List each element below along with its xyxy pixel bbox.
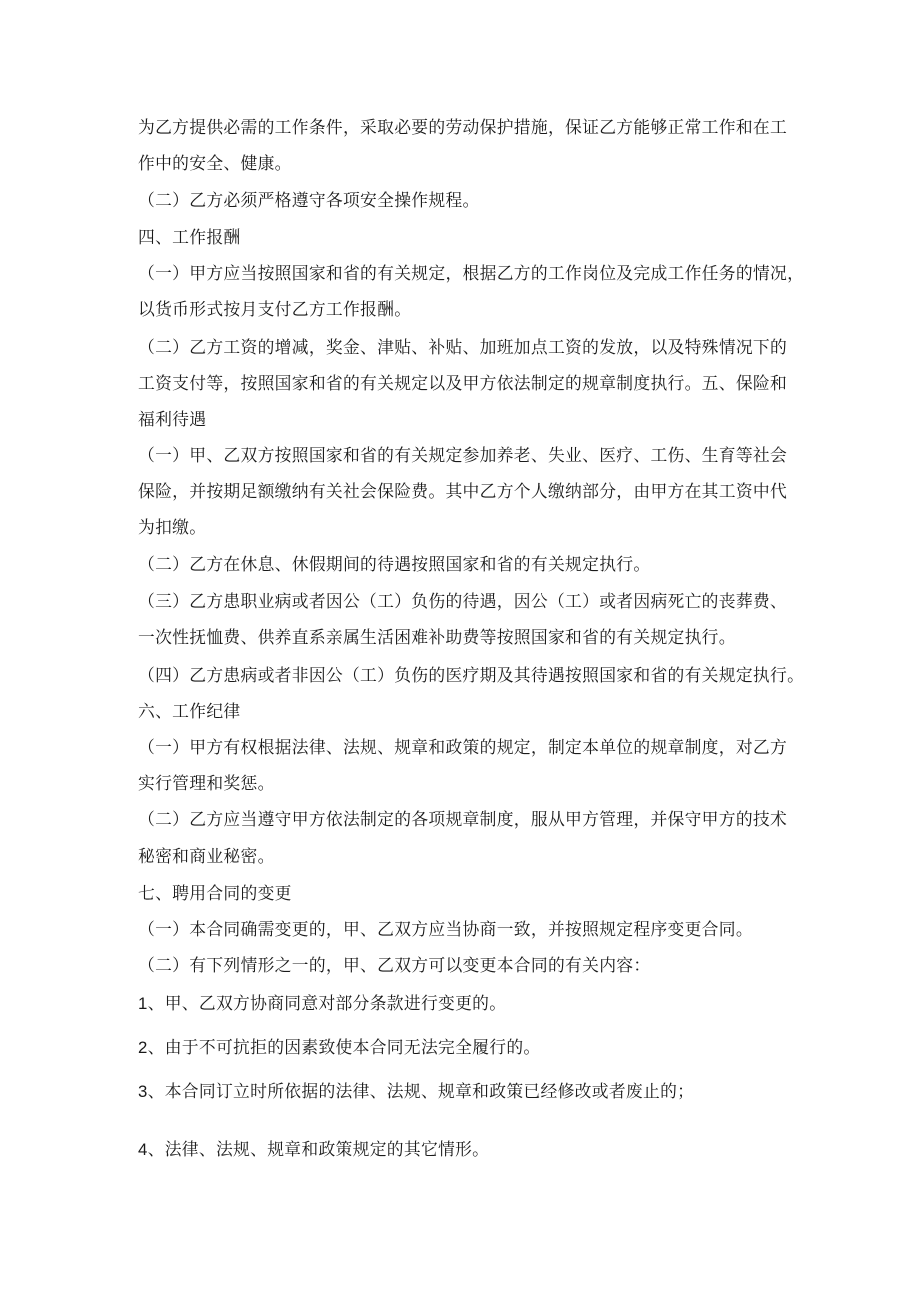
- list-item-number: 4: [138, 1140, 148, 1159]
- text-line: （二）乙方应当遵守甲方依法制定的各项规章制度，服从甲方管理，并保守甲方的技术: [138, 809, 788, 829]
- list-item: [138, 1080, 694, 1103]
- text-line: （三）乙方患职业病或者因公（工）负伤的待遇，因公（工）或者因病死亡的丧葬费、: [138, 591, 788, 611]
- list-item-text: 、法律、法规、规章和政策规定的其它情形。: [147, 1139, 490, 1159]
- text-line: （二）乙方在休息、休假期间的待遇按照国家和省的有关规定执行。: [138, 554, 651, 574]
- list-item: [138, 1138, 489, 1161]
- list-item: [138, 992, 506, 1015]
- text-line: （一）甲方应当按照国家和省的有关规定，根据乙方的工作岗位及完成工作任务的情况，: [138, 263, 805, 283]
- text-line: （一）本合同确需变更的，甲、乙双方应当协商一致，并按照规定程序变更合同。: [138, 919, 753, 939]
- text-line: 保险，并按期足额缴纳有关社会保险费。其中乙方个人缴纳部分，由甲方在其工资中代: [138, 481, 788, 501]
- text-line: 为扣缴。: [138, 517, 207, 537]
- text-line: 一次性抚恤费、供养直系亲属生活困难补助费等按照国家和省的有关规定执行。: [138, 627, 736, 647]
- text-line: 为乙方提供必需的工作条件，采取必要的劳动保护措施，保证乙方能够正常工作和在工: [138, 117, 788, 137]
- text-line: 实行管理和奖惩。: [138, 773, 275, 793]
- text-line: 以货币形式按月支付乙方工作报酬。: [138, 299, 412, 319]
- list-item: [138, 1036, 541, 1059]
- list-item-text: 、甲、乙双方协商同意对部分条款进行变更的。: [147, 993, 507, 1013]
- section-heading: 六、工作纪律: [138, 701, 241, 721]
- section-heading: 七、聘用合同的变更: [138, 883, 292, 903]
- text-line: （二）乙方工资的增减，奖金、津贴、补贴、加班加点工资的发放，以及特殊情况下的: [138, 337, 788, 357]
- list-item-text: 、由于不可抗拒的因素致使本合同无法完全履行的。: [147, 1037, 541, 1057]
- section-heading: 福利待遇: [138, 409, 207, 429]
- section-heading: 四、工作报酬: [138, 227, 241, 247]
- text-line: 工资支付等，按照国家和省的有关规定以及甲方依法制定的规章制度执行。五、保险和: [138, 373, 788, 393]
- list-item-number: 2: [138, 1038, 148, 1057]
- text-line: （四）乙方患病或者非因公（工）负伤的医疗期及其待遇按照国家和省的有关规定执行。: [138, 665, 805, 685]
- text-line: 秘密和商业秘密。: [138, 846, 275, 866]
- list-item-number: 3: [138, 1082, 148, 1101]
- text-line: 作中的安全、健康。: [138, 153, 292, 173]
- text-line: （一）甲方有权根据法律、法规、规章和政策的规定，制定本单位的规章制度，对乙方: [138, 737, 788, 757]
- text-line: （二）有下列情形之一的，甲、乙双方可以变更本合同的有关内容：: [138, 955, 651, 975]
- text-line: （二）乙方必须严格遵守各项安全操作规程。: [138, 190, 480, 210]
- list-item-number: 1: [138, 994, 148, 1013]
- list-item-text: 、本合同订立时所依据的法律、法规、规章和政策已经修改或者废止的；: [147, 1081, 695, 1101]
- text-line: （一）甲、乙双方按照国家和省的有关规定参加养老、失业、医疗、工伤、生育等社会: [138, 445, 788, 465]
